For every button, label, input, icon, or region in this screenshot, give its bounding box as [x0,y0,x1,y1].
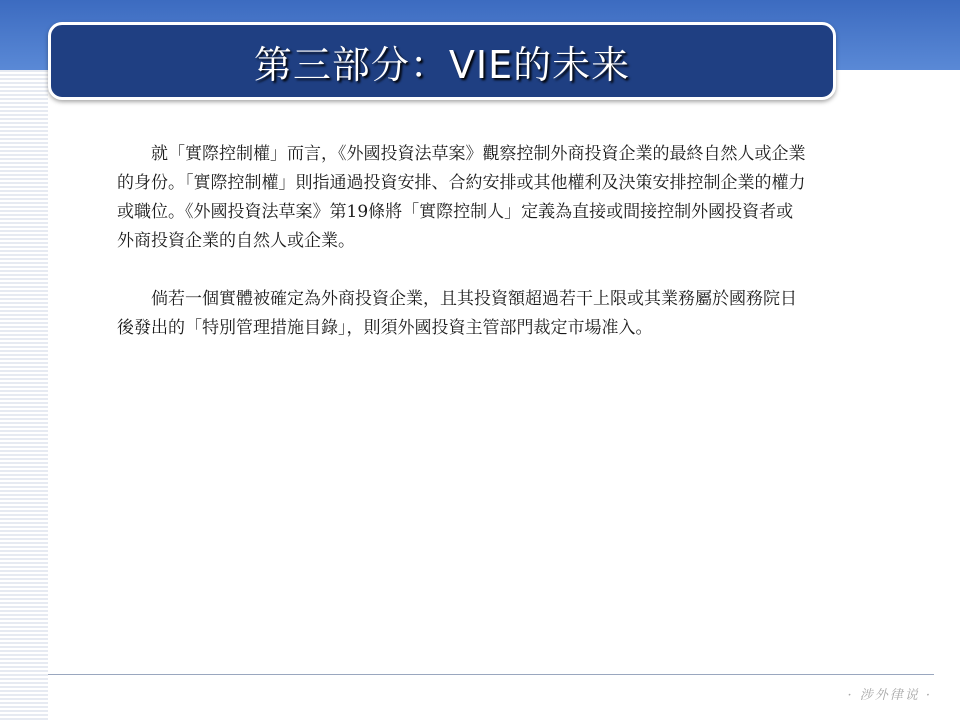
left-decorative-strip [0,70,48,720]
footer-watermark: · 涉外律说 · [847,688,932,703]
title-bar [48,22,836,100]
slide-title: 第三部分：VIE的未来 [253,42,631,87]
slide-content [117,140,807,343]
paragraph-2: 倘若一個實體被確定為外商投資企業，且其投資額超過若干上限或其業務屬於國務院日後發出的「特別管理措施目錄」，則須外國投資主管部門裁定市場准入。 [117,289,797,338]
footer-divider [48,674,934,675]
paragraph-1: 就「實際控制權」而言，《外國投資法草案》觀察控制外商投資企業的最終自然人或企業的身份。「實際控制權」則指通過投資安排、合約安排或其他權利及決策安排控制企業的權力或職位。《外國投資法草案》第19條將「實際控制人」定義為直接或間接控制外國投資者或外商投資企業的自然人或企業。 [117,144,806,251]
